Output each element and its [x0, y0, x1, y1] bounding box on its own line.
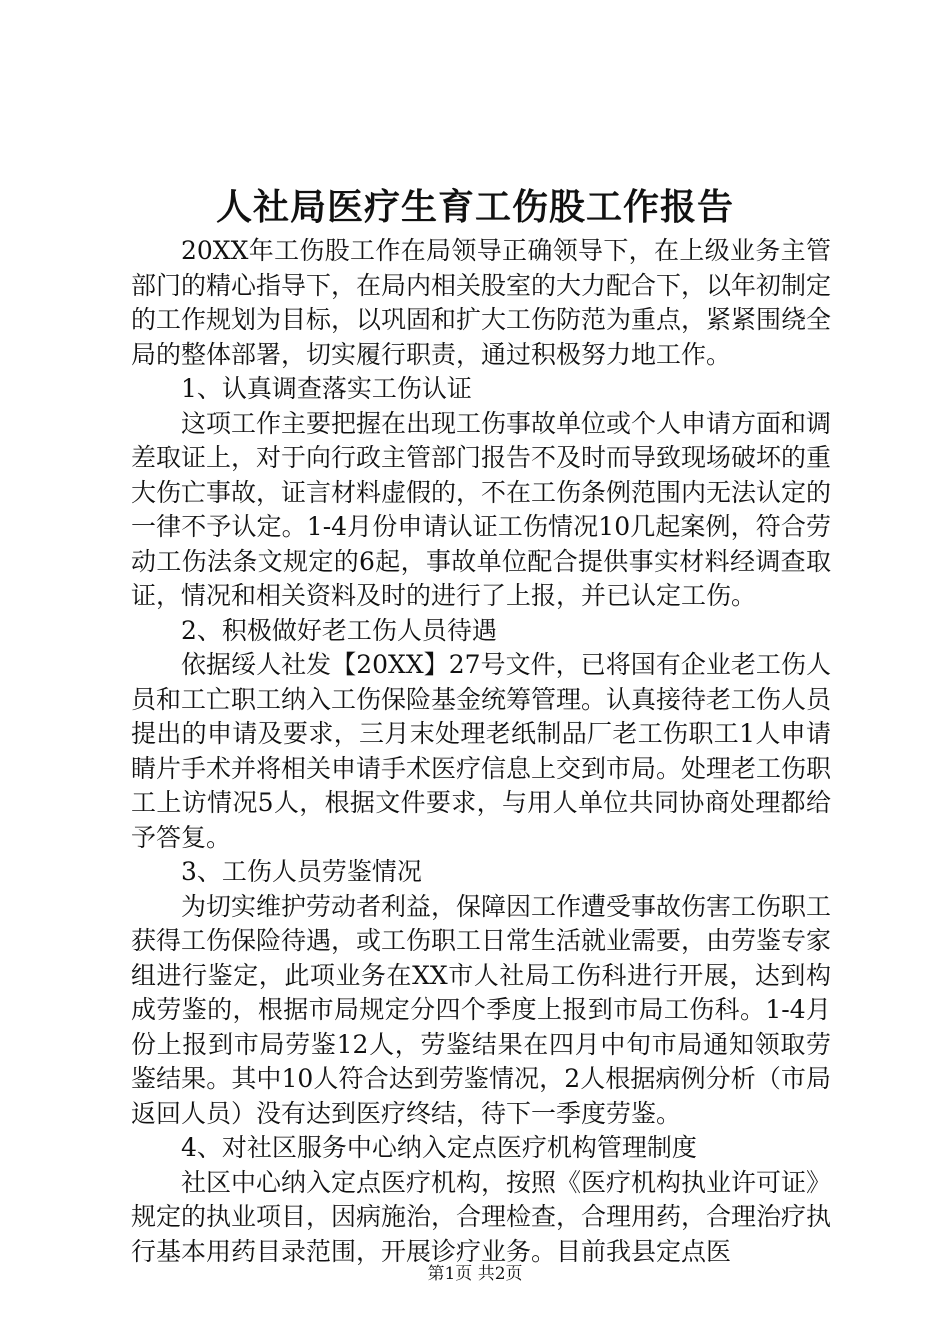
document-body — [131, 234, 831, 1269]
paragraph-section-2: 依据绥人社发【20XX】27号文件，已将国有企业老工伤人员和工亡职工纳入工伤保险基金统筹管理。认真接待老工伤人员提出的申请及要求，三月末处理老纸制品厂老工伤职工1人申请睛片手术并将相关申请手术医疗信息上交到市局。处理老工伤职工上访情况5人，根据文件要求，与用人单位共同协商处理都给予答复。 — [131, 650, 832, 852]
section-heading-4: 4、对社区服务中心纳入定点医疗机构管理制度 — [181, 1133, 697, 1162]
section-heading-1: 1、认真调查落实工伤认证 — [181, 374, 472, 403]
paragraph-section-4: 社区中心纳入定点医疗机构，按照《医疗机构执业许可证》规定的执业项目，因病施治，合理检查，合理用药，合理治疗执行基本用药目录范围，开展诊疗业务。目前我县定点医 — [131, 1167, 832, 1266]
paragraph-intro: 20XX年工伤股工作在局领导正确领导下，在上级业务主管部门的精心指导下，在局内相关股室的大力配合下，以年初制定的工作规划为目标，以巩固和扩大工伤防范为重点，紧紧围绕全局的整体部署，切实履行职责，通过积极努力地工作。 — [131, 236, 832, 369]
paragraph-section-3: 为切实维护劳动者利益，保障因工作遭受事故伤害工伤职工获得工伤保险待遇，或工伤职工日常生活就业需要，由劳鉴专家组进行鉴定，此项业务在XX市人社局工伤科进行开展，达到构成劳鉴的，根据市局规定分四个季度上报到市局工伤科。1-4月份上报到市局劳鉴12人，劳鉴结果在四月中旬市局通知领取劳鉴结果。其中10人符合达到劳鉴情况，2人根据病例分析（市局返回人员）没有达到医疗终结，待下一季度劳鉴。 — [131, 891, 832, 1128]
paragraph-section-1: 这项工作主要把握在出现工伤事故单位或个人申请方面和调差取证上，对于向行政主管部门报告不及时而导致现场破坏的重大伤亡事故，证言材料虚假的，不在工伤条例范围内无法认定的一律不予认定。1-4月份申请认证工伤情况10几起案例，符合劳动工伤法条文规定的6起，事故单位配合提供事实材料经调查取证，情况和相关资料及时的进行了上报，并已认定工伤。 — [131, 408, 832, 610]
document-title: 人社局医疗生育工伤股工作报告 — [215, 186, 734, 228]
page-footer: 第1页 共2页 — [427, 1264, 523, 1284]
section-heading-2: 2、积极做好老工伤人员待遇 — [181, 615, 497, 645]
section-heading-3: 3、工伤人员劳鉴情况 — [181, 857, 422, 886]
